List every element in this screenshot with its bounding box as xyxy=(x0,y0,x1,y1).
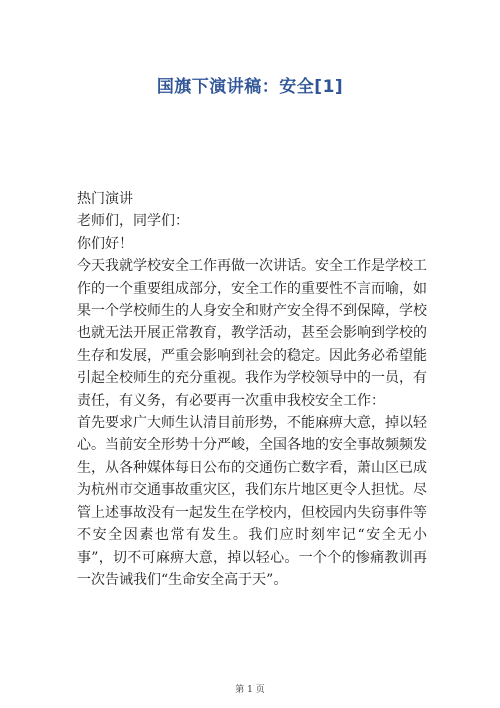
paragraph-first-point: 首先要求广大师生认清目前形势，不能麻痹大意，掉以轻心。当前安全形势十分严峻，全国各地的安全事故频频发生，从各种媒体每日公布的交通伤亡数字看，萧山区已成为杭州市交通事故重灾区，我们东片地区更令人担忧。尽管上述事故没有一起发生在学校内，但校园内失窃事件等不安全因素也常有发生。我们应时刻牢记“安全无小事”，切不可麻痹大意，掉以轻心。一个个的惨痛教训再一次告诫我们“生命安全高于天”。 xyxy=(77,415,427,588)
paragraph-salutation: 老师们，同学们： xyxy=(77,213,189,230)
paragraph-category: 热门演讲 xyxy=(77,191,133,207)
page-number: 第 1 页 xyxy=(235,685,265,695)
paragraph-intro: 今天我就学校安全工作再做一次讲话。安全工作是学校工作的一个重要组成部分，安全工作的重要性不言而喻，如果一个学校师生的人身安全和财产安全得不到保障，学校也就无法开展正常教育，教学活动，甚至会影响到学校的生存和发展，严重会影响到社会的稳定。因此务必希望能引起全校师生的充分重视。我作为学校领导中的一员，有责任，有义务，有必要再一次重申我校安全工作： xyxy=(77,258,427,409)
document-body xyxy=(77,188,427,591)
document-title: 国旗下演讲稿：安全[1] xyxy=(156,77,344,97)
paragraph-greeting: 你们好！ xyxy=(77,235,133,252)
